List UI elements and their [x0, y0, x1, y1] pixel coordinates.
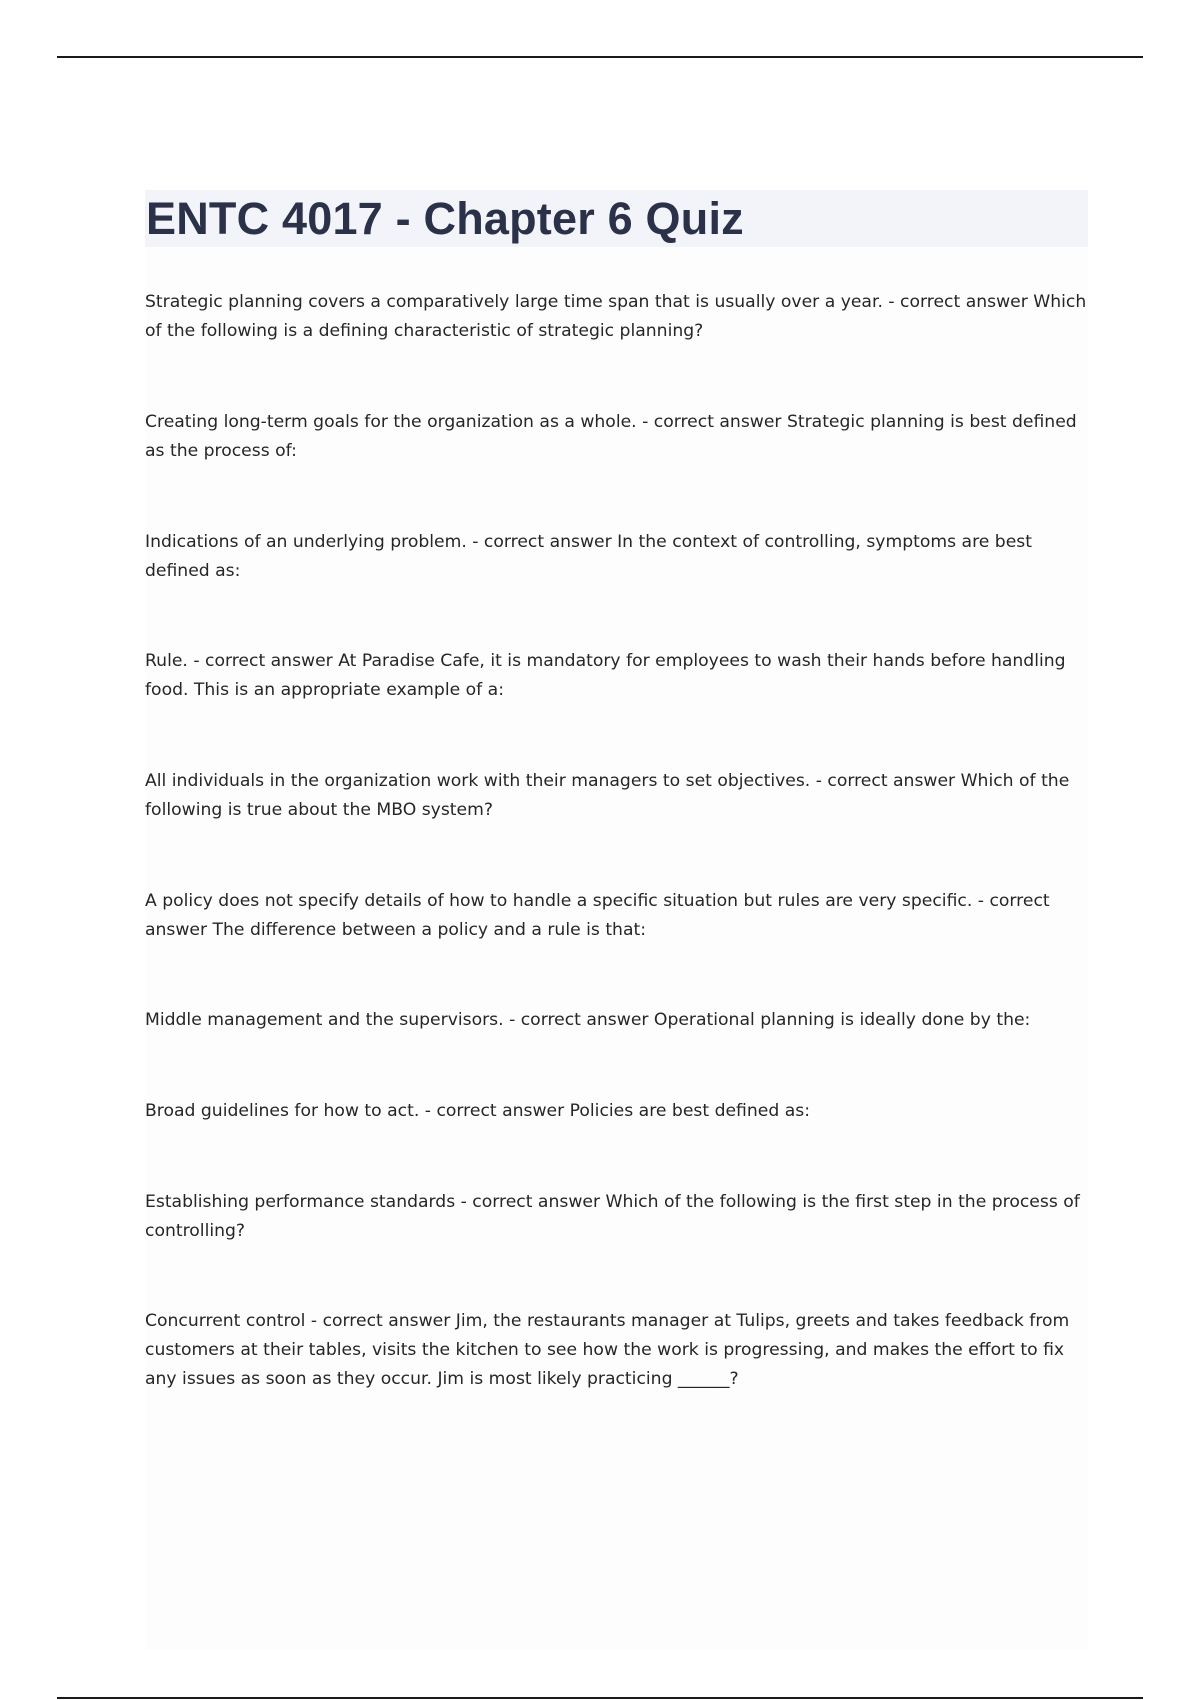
document-body	[145, 190, 1088, 1650]
title-band	[145, 190, 1088, 247]
qa-item-8: Broad guidelines for how to act. - correct answer Policies are best defined as:	[145, 1101, 811, 1121]
page-title: ENTC 4017 - Chapter 6 Quiz	[146, 193, 744, 244]
qa-item-3: Indications of an underlying problem. - correct answer In the context of controlling, symptoms are best defined as:	[145, 532, 1032, 581]
qa-item-1: Strategic planning covers a comparatively large time span that is usually over a year. - correct answer Which of the following is a defining characteristic of strategic planning?	[145, 292, 1087, 341]
qa-item-2: Creating long-term goals for the organization as a whole. - correct answer Strategic planning is best defined as the process of:	[145, 412, 1077, 461]
qa-item-4: Rule. - correct answer At Paradise Cafe, it is mandatory for employees to wash their hands before handling food. This is an appropriate example of a:	[145, 651, 1066, 700]
bottom-rule	[57, 1697, 1143, 1699]
qa-item-6: A policy does not specify details of how to handle a specific situation but rules are very specific. - correct answer The difference between a policy and a rule is that:	[145, 891, 1050, 940]
qa-item-7: Middle management and the supervisors. - correct answer Operational planning is ideally done by the:	[145, 1010, 1031, 1030]
qa-item-10: Concurrent control - correct answer Jim, the restaurants manager at Tulips, greets and takes feedback from customers at their tables, visits the kitchen to see how the work is progressing, and makes the effort to fix any issues as soon as they occur. Jim is most likely practicing ______?	[145, 1311, 1070, 1389]
top-rule	[57, 56, 1143, 58]
qa-item-9: Establishing performance standards - correct answer Which of the following is the first step in the process of controlling?	[145, 1192, 1080, 1241]
qa-item-5: All individuals in the organization work with their managers to set objectives. - correct answer Which of the following is true about the MBO system?	[145, 771, 1070, 820]
